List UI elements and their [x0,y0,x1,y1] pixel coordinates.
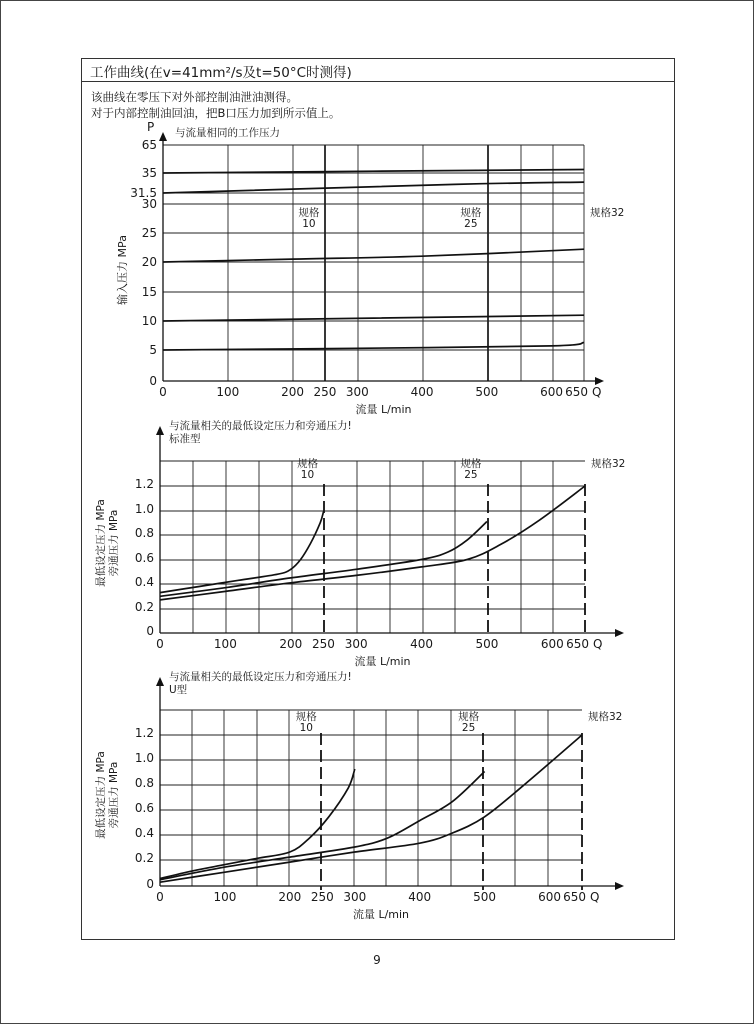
chart-3 [94,670,624,921]
x-tick-label: 650 [565,385,588,399]
y-tick-label: 0.2 [134,600,154,614]
x-tick-label: 100 [213,637,237,651]
x-axis-letter: Q [590,890,600,904]
size-label: 规格 25 [460,207,482,230]
y-tick-label: 0 [146,624,154,638]
x-axis-letter: Q [593,637,603,651]
x-tick-label: 600 [538,890,561,904]
y-tick-label: 35 [141,166,157,180]
series-line [160,512,324,593]
chart-title: 与流量相同的工作压力 [175,127,280,139]
y-axis-label-secondary: 旁通压力 MPa [108,509,120,577]
y-axis-label: 最低设定压力 MPa [95,751,107,839]
description-line-1: 该曲线在零压下对外部控制油泄油测得。 [91,90,298,104]
y-tick-label: 0.8 [134,776,154,790]
x-tick-label: 0 [156,637,164,651]
x-tick-label: 250 [310,890,334,904]
y-tick-label: 0.4 [134,575,154,589]
section-title: 工作曲线(在v=41mm²/s及t=50°C时测得) [90,65,352,81]
x-tick-label: 100 [216,385,240,399]
y-axis-arrow [159,132,167,141]
y-tick-label: 1.2 [134,477,154,491]
y-axis-arrow [156,426,164,435]
x-axis-label: 流量 L/min [354,655,411,668]
x-tick-label: 200 [278,890,302,904]
x-axis-arrow [615,882,624,890]
y-axis-label-secondary: 旁通压力 MPa [108,761,120,829]
chart-1 [115,120,624,416]
y-tick-label: 10 [141,314,157,328]
y-tick-label: 0.6 [134,801,154,815]
y-tick-label: 0 [146,877,154,891]
size-label: 规格 10 [295,711,317,734]
x-tick-label: 600 [540,385,564,399]
x-tick-label: 600 [540,637,564,651]
chart-subtitle: U型 [169,684,188,696]
size-label: 规格 25 [458,711,480,734]
y-tick-label: 1.0 [134,502,154,516]
x-tick-label: 0 [159,385,167,399]
y-tick-label: 1.2 [134,726,154,740]
y-tick-label: 0.4 [134,826,154,840]
size-label: 规格32 [588,711,623,723]
y-tick-label: 65 [141,138,157,152]
y-tick-label: 1.0 [134,751,154,765]
x-tick-label: 200 [281,385,304,399]
x-tick-label: 400 [410,385,434,399]
size-label: 规格32 [590,207,625,219]
x-tick-label: 500 [475,637,499,651]
x-tick-label: 0 [156,890,164,904]
x-tick-label: 300 [345,385,369,399]
x-axis-arrow [595,377,604,385]
y-axis-label: 最低设定压力 MPa [95,499,107,587]
x-tick-label: 250 [313,385,337,399]
x-tick-label: 500 [473,890,497,904]
y-tick-label: 20 [141,255,157,269]
x-tick-label: 200 [279,637,303,651]
x-tick-label: 100 [213,890,237,904]
x-tick-label: 300 [344,637,368,651]
y-tick-label: 30 [141,197,157,211]
x-tick-label: 650 [566,637,589,651]
x-axis-label: 流量 L/min [352,908,410,921]
size-label: 规格32 [591,458,626,470]
y-tick-label: 25 [141,226,157,240]
page-number: 9 [373,953,381,967]
x-tick-label: 400 [408,890,432,904]
x-tick-label: 650 [563,890,586,904]
x-tick-label: 250 [312,637,335,651]
chart-title: 与流量相关的最低设定压力和旁通压力! [169,671,352,683]
x-tick-label: 500 [475,385,499,399]
description-line-2: 对于内部控制油回油，把B口压力加到所示值上。 [91,106,341,120]
size-label: 规格 25 [460,458,482,481]
y-tick-label: 0 [149,374,157,388]
x-axis-label: 流量 L/min [355,403,412,416]
size-label: 规格 10 [296,458,318,481]
chart-2 [94,419,625,668]
x-axis-arrow [615,629,624,637]
x-tick-label: 400 [410,637,433,651]
chart-subtitle: 标准型 [169,433,201,445]
size-label: 规格 10 [298,207,320,230]
y-tick-label: 0.8 [134,526,154,540]
y-tick-label: 0.6 [134,551,154,565]
y-tick-label: 15 [141,285,157,299]
y-axis-arrow [156,677,164,686]
y-axis-label: 输入压力 MPa [116,235,129,305]
y-tick-label: 0.2 [134,851,154,865]
chart-title: 与流量相关的最低设定压力和旁通压力! [169,420,352,432]
y-tick-label: 5 [149,343,157,357]
x-axis-letter: Q [592,385,602,399]
x-tick-label: 300 [343,890,367,904]
y-axis-letter: P [147,120,155,134]
y-tick-label: 31.5 [130,186,157,200]
